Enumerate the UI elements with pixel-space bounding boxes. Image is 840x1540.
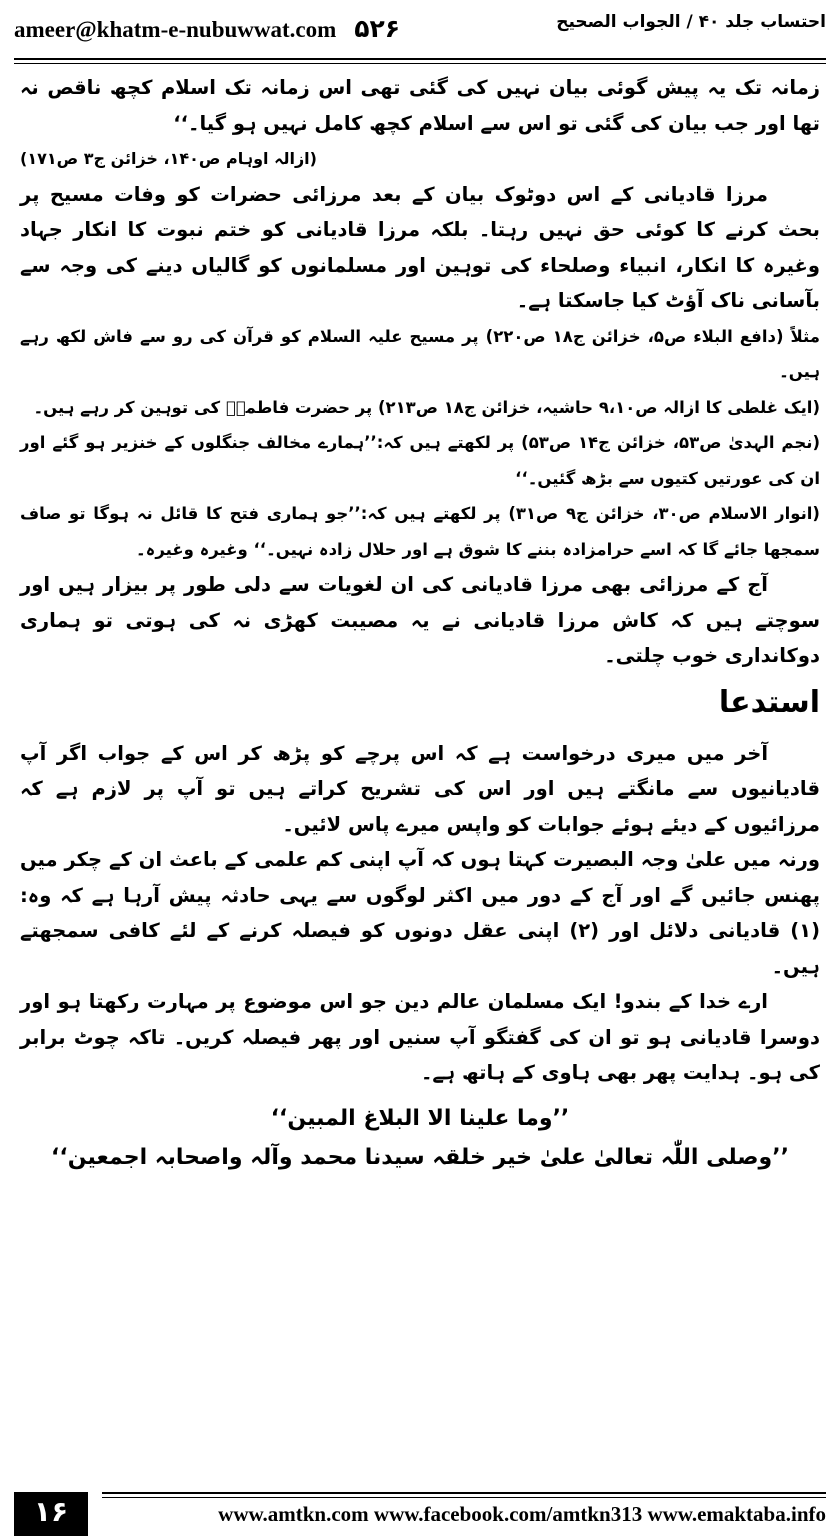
- header-rule: [14, 58, 826, 60]
- header-book-title: احتساب جلد ۴۰ / الجواب الصحیح: [556, 12, 826, 32]
- footer-rule: [102, 1492, 826, 1494]
- paragraph-4: (ایک غلطی کا ازالہ ص۹،۱۰ حاشیہ، خزائن ج۱۸ ص۲۱۳) پر حضرت فاطمہؓ کی توہین کر رہے ہیں۔: [33, 397, 820, 417]
- paragraph-1-reference: (ازالہ اوہام ص۱۴۰، خزائن ج۳ ص۱۷۱): [20, 149, 317, 168]
- paragraph-2: مرزا قادیانی کے اس دوٹوک بیان کے بعد مرزائی حضرات کو وفات مسیح پر بحث کرنے کا کوئی حق نہیں رہتا۔ بلکہ مرزا قادیانی کو ختم نبوت کا انکار جہاد وغیرہ کا انکار، انبیاء وصلحاء کی توہین اور مسلمانوں کو گالیاں دینے کی وجہ سے بآسانی ناک آؤٹ کیا جاسکتا ہے۔: [20, 182, 820, 312]
- paragraph-8: آخر میں میری درخواست ہے کہ اس پرچے کو پڑھ کر اس کے جواب اگر آپ قادیانیوں سے مانگتے ہیں اور اس کی تشریح کراتے ہیں تو آپ پر لازم ہے کہ مرزائیوں کے دیئے ہوئے جوابات کو واپس میرے پاس لائیں۔: [20, 741, 820, 836]
- paragraph-1-text: زمانہ تک یہ پیش گوئی بیان نہیں کی گئی تھی اس زمانہ تک اسلام کچھ ناقص نہ تھا اور جب بیان کی گئی تو اس سے اسلام کچھ کامل نہیں ہو گیا۔‘‘: [20, 76, 820, 135]
- page-footer: [14, 1492, 826, 1536]
- body-text: [20, 70, 820, 1176]
- header-left: [14, 14, 400, 43]
- header-email: ameer@khatm-e-nubuwwat.com: [14, 17, 337, 42]
- footer-rule-thin: [102, 1497, 826, 1498]
- section-heading: استدعا: [718, 684, 820, 720]
- footer-urls: www.amtkn.com www.facebook.com/amtkn313 www.emaktaba.info: [218, 1502, 826, 1526]
- footer-page-number: ۱۶: [14, 1492, 88, 1536]
- paragraph-10: ارے خدا کے بندو! ایک مسلمان عالم دین جو اس موضوع پر مہارت رکھتا ہو اور دوسرا قادیانی ہو تو ان کی گفتگو آپ سنیں اور پھر فیصلہ کریں۔ تاکہ چوٹ برابر کی ہو۔ ہدایت پھر بھی ہاوی کے ہاتھ ہے۔: [20, 990, 820, 1084]
- paragraph-5: (نجم الہدیٰ ص۵۳، خزائن ج۱۴ ص۵۳) پر لکھتے ہیں کہ:’’ہمارے مخالف جنگلوں کے خنزیر ہو گئے اور ان کی عورتیں کتیوں سے بڑھ گئیں۔‘‘: [20, 433, 820, 488]
- para-1-block: [20, 70, 820, 177]
- header-page-number: ۵۲۶: [354, 14, 401, 43]
- paragraph-7: آج کے مرزائی بھی مرزا قادیانی کی ان لغویات سے دلی طور پر بیزار ہیں اور سوچتے ہیں کہ کاش مرزا قادیانی نے یہ مصیبت کھڑی نہ کی ہوتی تو ہماری دوکانداری خوب چلتی۔: [20, 573, 820, 667]
- paragraph-1: [20, 70, 820, 177]
- header-rule-thin: [14, 63, 826, 64]
- paragraph-9: ورنہ میں علیٰ وجہ البصیرت کہتا ہوں کہ آپ اپنی کم علمی کے باعث ان کے چکر میں پھنس جائیں گے اور آج کے دور میں اکثر لوگوں سے یہی حادثہ پیش آرہا ہے کہ وہ: (۱) قادیانی دلائل اور (۲) اپنی عقل دونوں کو فیصلہ کرنے کے لئے کافی سمجھتے ہیں۔: [20, 848, 820, 978]
- closing-line-1: ’’وما علینا الا البلاغ المبین‘‘: [270, 1105, 570, 1131]
- paragraph-6: (انوار الاسلام ص۳۰، خزائن ج۹ ص۳۱) پر لکھتے ہیں کہ:’’جو ہماری فتح کا قائل نہ ہوگا تو صاف سمجھا جائے گا کہ اسے حرامزادہ بننے کا شوق ہے اور حلال زادہ نہیں۔‘‘ وغیرہ وغیرہ۔: [20, 504, 820, 559]
- closing-line-2: ’’وصلی اللّٰہ تعالیٰ علیٰ خیر خلقہ سیدنا محمد وآلہ واصحابہ اجمعین‘‘: [51, 1145, 789, 1170]
- paragraph-3: مثلاً (دافع البلاء ص۵، خزائن ج۱۸ ص۲۲۰) پر مسیح علیہ السلام کو قرآن کی رو سے فاش لکھ رہے ہیں۔: [20, 326, 821, 381]
- page-header: [14, 10, 826, 54]
